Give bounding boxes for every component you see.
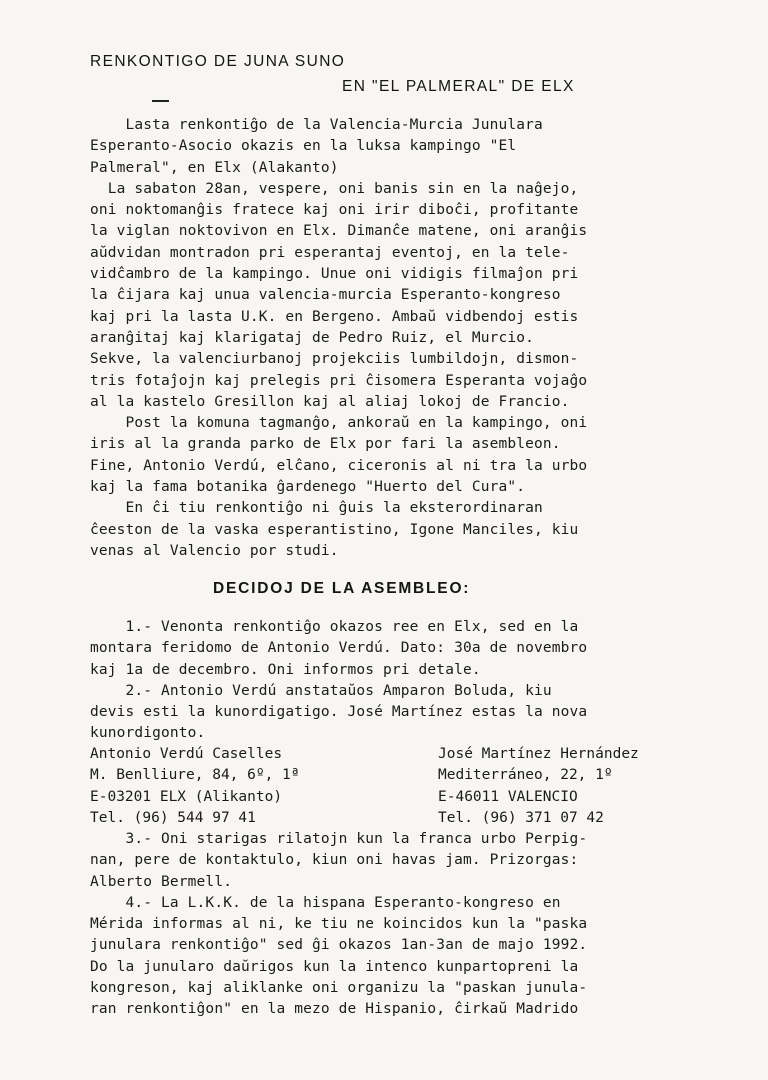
text-line: 2.- Antonio Verdú anstataŭos Amparon Boluda, kiu	[90, 682, 552, 699]
text-line: kaj 1a de decembro. Oni informos pri detale.	[90, 661, 481, 678]
text-line: E-46011 VALENCIO	[438, 788, 578, 805]
contact-left	[90, 744, 430, 829]
text-line: kaj pri la lasta U.K. en Bergeno. Ambaŭ vidbendoj estis	[90, 308, 579, 325]
text-line: venas al Valencio por studi.	[90, 542, 339, 559]
text-line: tris fotaĵojn kaj prelegis pri ĉisomera Esperanta vojaĝo	[90, 372, 588, 389]
text-line: Alberto Bermell.	[90, 873, 233, 890]
text-line: 3.- Oni starigas rilatojn kun la franca urbo Perpig-	[90, 831, 588, 847]
text-line: nan, pere de kontaktulo, kiun oni havas jam. Prizorgas:	[90, 852, 579, 869]
text-line: aŭdvidan montradon pri esperantaj eventoj, en la tele-	[90, 244, 570, 261]
text-line: al la kastelo Gresillon kaj al aliaj lokoj de Francio.	[90, 393, 570, 410]
text-line: Post la komuna tagmanĝo, ankoraŭ en la kampingo, oni	[90, 415, 588, 432]
text-line: 1.- Venonta renkontiĝo okazos ree en Elx, sed en la	[90, 619, 579, 635]
text-line: Fine, Antonio Verdú, elĉano, ciceronis al ni tra la urbo	[90, 457, 588, 474]
text-line: Mérida informas al ni, ke tiu ne koincidos kun la "paska	[90, 916, 588, 933]
text-line: montara feridomo de Antonio Verdú. Dato: 30a de novembro	[90, 640, 588, 657]
text-line: 4.- La L.K.K. de la hispana Esperanto-kongreso en	[90, 894, 561, 911]
text-line: kaj la fama botanika ĝardenego "Huerto del Cura".	[90, 479, 526, 496]
text-line: José Martínez Hernández	[438, 746, 639, 762]
text-line: En ĉi tiu renkontiĝo ni ĝuis la eksterordinaran	[90, 500, 543, 517]
text-line: vidĉambro de la kampingo. Unue oni vidigis filmaĵon pri	[90, 266, 579, 283]
decisions-part1	[90, 617, 682, 745]
text-line: M. Benlliure, 84, 6º, 1ª	[90, 767, 300, 784]
text-line: Tel. (96) 371 07 42	[438, 809, 604, 826]
text-line: junulara renkontiĝo" sed ĝi okazos 1an-3an de majo 1992.	[90, 937, 588, 954]
text-line: la ĉijara kaj unua valencia-murcia Esperanto-kongreso	[90, 287, 561, 304]
contact-right	[438, 744, 698, 829]
text-line: E-03201 ELX (Alikanto)	[90, 788, 283, 805]
text-line: La sabaton 28an, vespere, oni banis sin en la naĝejo,	[90, 180, 579, 197]
text-line: Mediterráneo, 22, 1º	[438, 767, 613, 784]
section-heading: DECIDOJ DE LA ASEMBLEO:	[213, 580, 471, 597]
text-line: ran renkontiĝon" en la mezo de Hispanio, ĉirkaŭ Madrido	[90, 1001, 579, 1018]
text-line: Sekve, la valenciurbanoj projekciis lumbildojn, dismon-	[90, 351, 579, 368]
decisions-part2	[90, 829, 682, 1021]
text-line: devis esti la kunordigatigo. José Martínez estas la nova	[90, 704, 588, 721]
intro-paragraphs	[90, 115, 682, 562]
article-title-line1: RENKONTIGO DE JUNA SUNO	[90, 53, 346, 70]
text-line: Esperanto-Asocio okazis en la luksa kampingo "El	[90, 138, 517, 155]
text-line: Lasta renkontiĝo de la Valencia-Murcia Junulara	[90, 117, 543, 133]
text-line: ĉeeston de la vaska esperantistino, Igone Manciles, kiu	[90, 521, 579, 538]
text-line: kunordigonto.	[90, 725, 206, 742]
text-line: oni noktomanĝis fratece kaj oni irir diboĉi, profitante	[90, 202, 579, 219]
text-line: la viglan noktovivon en Elx. Dimanĉe matene, oni aranĝis	[90, 223, 588, 240]
title-dash	[152, 100, 169, 102]
text-line: iris al la granda parko de Elx por fari la asembleon.	[90, 436, 561, 453]
text-line: aranĝitaj kaj klarigataj de Pedro Ruiz, el Murcio.	[90, 329, 534, 346]
text-line: Antonio Verdú Caselles	[90, 746, 283, 762]
text-line: Do la junularo daŭrigos kun la intenco kunpartopreni la	[90, 958, 579, 975]
text-line: Palmeral", en Elx (Alakanto)	[90, 159, 339, 176]
article-title-line2: EN "EL PALMERAL" DE ELX	[342, 78, 575, 95]
text-line: Tel. (96) 544 97 41	[90, 809, 256, 826]
text-line: kongreson, kaj aliklanke oni organizu la "paskan junula-	[90, 980, 588, 997]
